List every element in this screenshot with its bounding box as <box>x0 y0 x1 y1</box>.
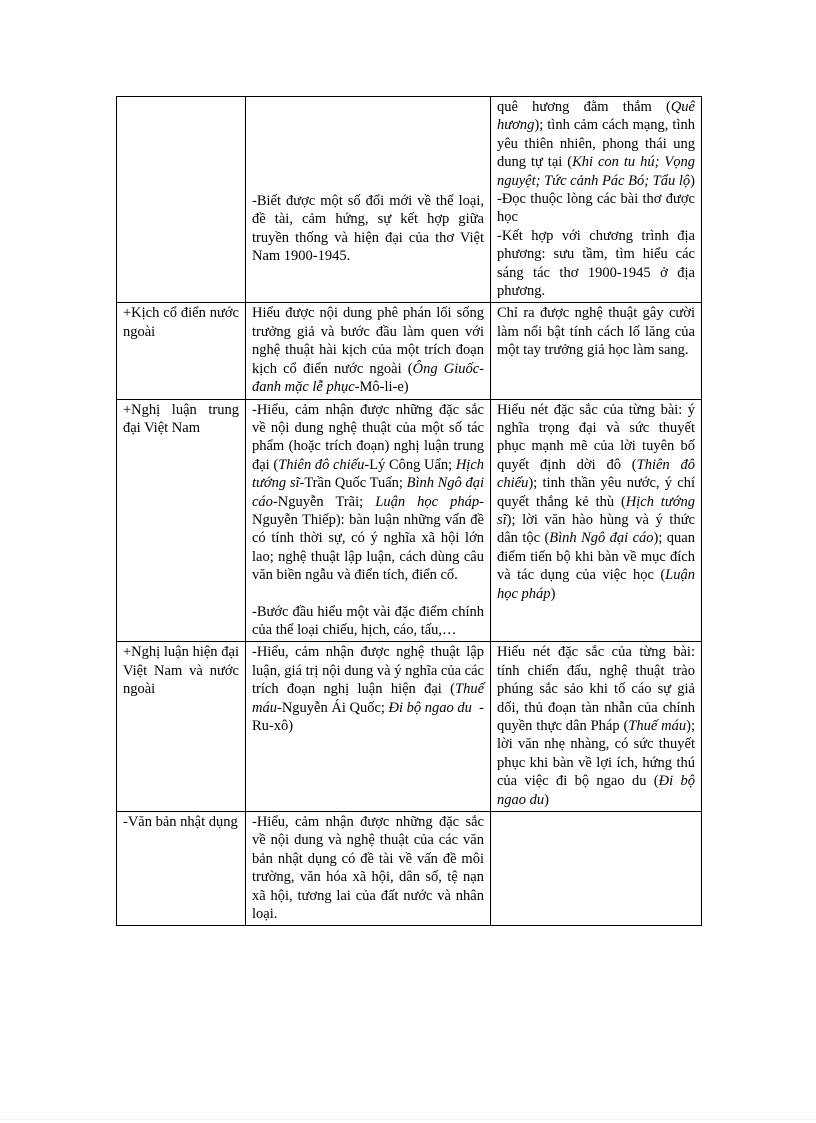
cell-detail <box>491 642 702 812</box>
cell-topic <box>117 97 246 303</box>
cell-detail <box>491 303 702 399</box>
cell-topic: +Nghị luận trung đại Việt Nam <box>117 399 246 642</box>
curriculum-table <box>116 96 702 926</box>
page-bottom-divider <box>0 1119 816 1121</box>
cell-requirement <box>246 642 491 812</box>
detail-paragraph: Chỉ ra được nghệ thuật gây cười làm nổi bật tính cách lố lăng của một tay trưởng giả học làm sang. <box>497 305 695 359</box>
cell-detail <box>491 399 702 642</box>
table-row <box>117 812 702 926</box>
detail-paragraph: -Đọc thuộc lòng các bài thơ được học <box>497 191 695 226</box>
detail-paragraph: Hiểu nét đặc sắc của từng bài: tính chiến đấu, nghệ thuật trào phúng sắc sảo khi tố cáo sự giả dối, thủ đoạn tàn nhẫn của chính quyền thực dân Pháp (Thuế máu); lời văn nhẹ nhàng, có sức thuyết phục khi bàn về lợi ích, hứng thú của việc đi bộ ngao du (Đi bộ ngao du) <box>497 644 695 808</box>
cell-detail <box>491 812 702 926</box>
requirement-paragraph: -Biết được một số đổi mới về thể loại, đề tài, cảm hứng, sự kết hợp giữa truyền thống và hiện đại của thơ Việt Nam 1900-1945. <box>252 193 484 265</box>
detail-paragraph: quê hương đằm thắm (Quê hương); tình cảm cách mạng, tình yêu thiên nhiên, phong thái ung dung tự tại (Khi con tu hú; Vọng nguyệt; Tức cảnh Pác Bó; Tẩu lộ) <box>497 99 695 189</box>
table-row <box>117 303 702 399</box>
cell-requirement <box>246 97 491 303</box>
table-row <box>117 399 702 642</box>
cell-requirement <box>246 303 491 399</box>
cell-topic: +Kịch cổ điển nước ngoài <box>117 303 246 399</box>
cell-detail <box>491 97 702 303</box>
requirement-paragraph: -Bước đầu hiểu một vài đặc điểm chính của thể loại chiếu, hịch, cáo, tấu,… <box>252 603 484 638</box>
cell-requirement <box>246 812 491 926</box>
table-row <box>117 97 702 303</box>
requirement-paragraph: -Hiểu, cảm nhận được những đặc sắc về nội dung và nghệ thuật của các văn bản nhật dụng có đề tài về vấn đề môi trường, văn hóa xã hội, dân số, tệ nạn xã hội, tương lai của đất nước và nhân loại. <box>252 814 484 923</box>
table-row <box>117 642 702 812</box>
cell-requirement <box>246 399 491 642</box>
cell-topic: +Nghị luận hiện đại Việt Nam và nước ngoài <box>117 642 246 812</box>
cell-topic: -Văn bản nhật dụng <box>117 812 246 926</box>
requirement-paragraph: -Hiểu, cảm nhận được nghệ thuật lập luận, giá trị nội dung và ý nghĩa của các trích đoạn nghị luận hiện đại (Thuế máu-Nguyễn Ái Quốc; Đi bộ ngao du -Ru-xô) <box>252 644 484 734</box>
detail-paragraph: Hiểu nét đặc sắc của từng bài: ý nghĩa trọng đại và sức thuyết phục mạnh mẽ của lời tuyên bố quyết định dời đô (Thiên đô chiếu); tinh thần yêu nước, ý chí quyết thắng kẻ thù (Hịch tướng sĩ); lời văn hào hùng và ý thức dân tộc (Bình Ngô đại cáo); quan điểm tiến bộ khi bàn về mục đích và tác dụng của việc học (Luận học pháp) <box>497 401 695 602</box>
requirement-paragraph: Hiểu được nội dung phê phán lối sống trưởng giả và bước đầu làm quen với nghệ thuật hài kịch của một trích đoạn kịch cổ điển nước ngoài (Ông Giuốc-đanh mặc lễ phục-Mô-li-e) <box>252 305 484 396</box>
detail-paragraph: -Kết hợp với chương trình địa phương: sưu tầm, tìm hiểu các sáng tác thơ 1900-1945 ở địa phương. <box>497 227 695 300</box>
requirement-paragraph: -Hiểu, cảm nhận được những đặc sắc về nội dung nghệ thuật của một số tác phẩm (hoặc trích đoạn) nghị luận trung đại (Thiên đô chiếu-Lý Công Uẩn; Hịch tướng sĩ-Trần Quốc Tuấn; Bình Ngô đại cáo-Nguyễn Trãi; Luận học pháp-Nguyễn Thiếp): bàn luận những vấn đề có tính thời sự, có ý nghĩa xã hội lớn lao; nghệ thuật lập luận, cách dùng câu văn biền ngẫu và điển tích, điển cố. <box>252 401 485 584</box>
